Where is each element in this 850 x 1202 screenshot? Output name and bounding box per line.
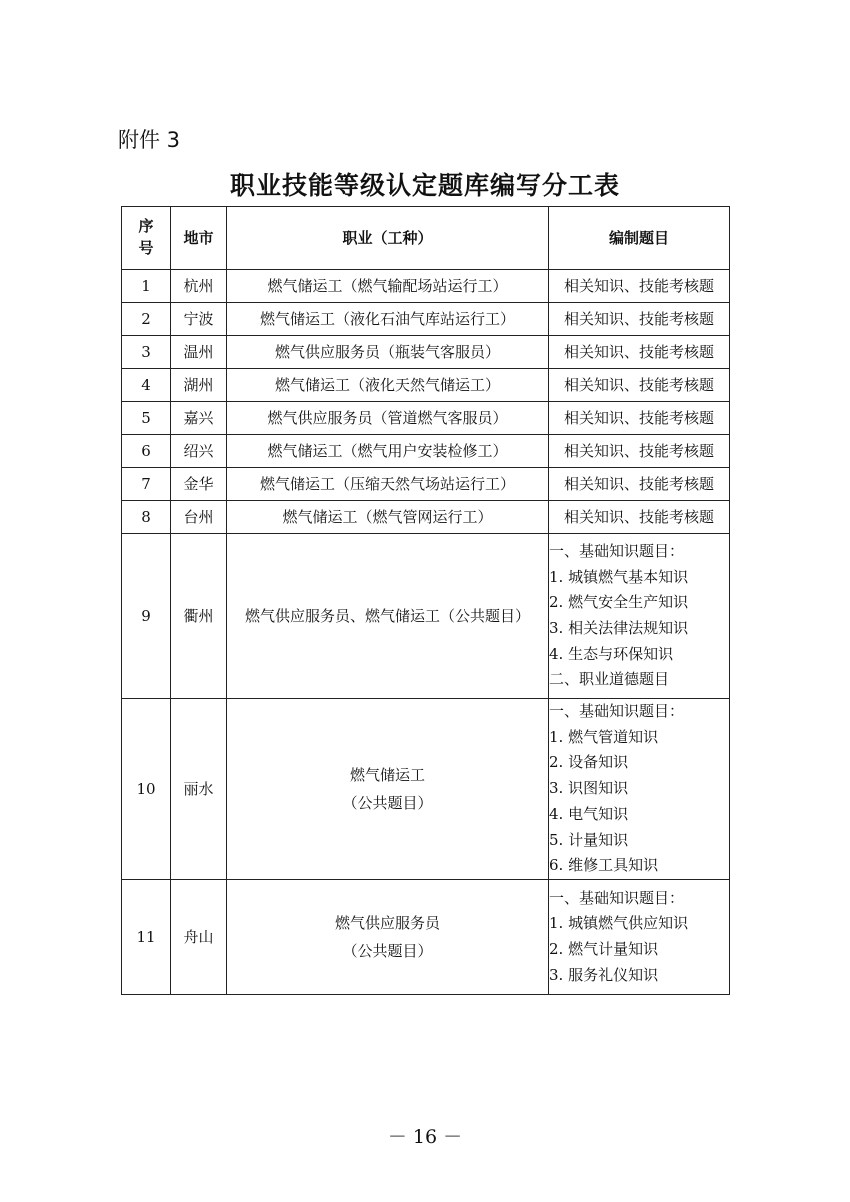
table-row — [122, 534, 730, 699]
topic-line: 一、基础知识题目： — [549, 702, 685, 721]
header-seq — [122, 207, 171, 270]
row-topic-list — [549, 699, 730, 880]
topic-line: 1. 城镇燃气供应知识 — [549, 914, 689, 933]
job-line: （公共题目） — [342, 794, 433, 812]
row-city: 杭州 — [171, 270, 227, 303]
attachment-label: 附件 3 — [118, 128, 181, 152]
topic-line: 2. 燃气安全生产知识 — [549, 593, 689, 612]
row-city: 衢州 — [171, 534, 227, 699]
topic-line: 2. 燃气计量知识 — [549, 940, 659, 958]
row-topic: 相关知识、技能考核题 — [549, 435, 730, 468]
row-topic: 相关知识、技能考核题 — [549, 369, 730, 402]
row-city: 丽水 — [171, 699, 227, 880]
row-job — [227, 699, 549, 880]
table-row — [122, 468, 730, 501]
table-row — [122, 435, 730, 468]
row-seq: 7 — [122, 468, 171, 501]
row-job — [227, 880, 549, 995]
row-job: 燃气供应服务员（管道燃气客服员） — [227, 402, 549, 435]
table-row — [122, 501, 730, 534]
header-job: 职业（工种） — [227, 207, 549, 270]
row-city: 金华 — [171, 468, 227, 501]
topic-line: 5. 计量知识 — [549, 830, 629, 849]
row-seq: 4 — [122, 369, 171, 402]
topic-line: 6. 维修工具知识 — [549, 856, 659, 875]
document-title: 职业技能等级认定题库编写分工表 — [229, 171, 620, 200]
topic-line: 3. 服务礼仪知识 — [549, 965, 659, 984]
row-job: 燃气储运工（液化天然气储运工） — [227, 369, 549, 402]
job-line: （公共题目） — [342, 942, 433, 960]
topic-line: 4. 生态与环保知识 — [549, 644, 674, 663]
topic-line: 一、基础知识题目： — [549, 888, 685, 907]
row-topic-list — [549, 534, 730, 699]
table-row — [122, 699, 730, 880]
row-seq: 11 — [122, 880, 171, 995]
row-city: 湖州 — [171, 369, 227, 402]
row-city: 温州 — [171, 336, 227, 369]
row-seq: 1 — [122, 270, 171, 303]
row-topic: 相关知识、技能考核题 — [549, 402, 730, 435]
job-line: 燃气供应服务员 — [334, 914, 440, 932]
table-row — [122, 270, 730, 303]
row-topic: 相关知识、技能考核题 — [549, 270, 730, 303]
row-seq: 9 — [122, 534, 171, 699]
row-job: 燃气供应服务员（瓶装气客服员） — [227, 336, 549, 369]
row-seq: 3 — [122, 336, 171, 369]
table-row — [122, 369, 730, 402]
topic-line: 二、职业道德题目 — [549, 670, 670, 689]
table-row — [122, 303, 730, 336]
job-line: 燃气储运工 — [349, 766, 425, 784]
table-row — [122, 336, 730, 369]
row-seq: 2 — [122, 303, 171, 336]
topic-line: 一、基础知识题目： — [549, 541, 685, 560]
row-topic: 相关知识、技能考核题 — [549, 468, 730, 501]
topic-line: 3. 相关法律法规知识 — [549, 619, 689, 637]
header-seq-char-1: 序 — [138, 217, 154, 236]
row-topic: 相关知识、技能考核题 — [549, 501, 730, 534]
row-job: 燃气储运工（液化石油气库站运行工） — [227, 303, 549, 336]
topic-line: 4. 电气知识 — [549, 804, 629, 823]
row-job — [227, 534, 549, 699]
row-job: 燃气储运工（燃气输配场站运行工） — [227, 270, 549, 303]
row-seq: 8 — [122, 501, 171, 534]
header-seq-char-2: 号 — [138, 239, 154, 257]
topic-line: 2. 设备知识 — [549, 753, 629, 772]
header-topic: 编制题目 — [549, 207, 730, 270]
table-header-row — [122, 207, 730, 270]
row-city: 嘉兴 — [171, 402, 227, 435]
assignment-table — [121, 206, 730, 995]
row-topic: 相关知识、技能考核题 — [549, 303, 730, 336]
topic-line: 1. 城镇燃气基本知识 — [549, 567, 689, 586]
row-city: 台州 — [171, 501, 227, 534]
row-seq: 5 — [122, 402, 171, 435]
job-line: 燃气供应服务员、燃气储运工（公共题目） — [244, 607, 530, 625]
row-city: 宁波 — [171, 303, 227, 336]
header-city: 地市 — [171, 207, 227, 270]
row-job: 燃气储运工（燃气用户安装检修工） — [227, 435, 549, 468]
row-job: 燃气储运工（燃气管网运行工） — [227, 501, 549, 534]
row-city: 舟山 — [171, 880, 227, 995]
row-seq: 6 — [122, 435, 171, 468]
row-job: 燃气储运工（压缩天然气场站运行工） — [227, 468, 549, 501]
table-row — [122, 402, 730, 435]
row-city: 绍兴 — [171, 435, 227, 468]
page-number: － 16 － — [387, 1126, 463, 1148]
row-topic-list — [549, 880, 730, 995]
row-seq: 10 — [122, 699, 171, 880]
topic-line: 3. 识图知识 — [549, 779, 629, 798]
row-topic: 相关知识、技能考核题 — [549, 336, 730, 369]
topic-line: 1. 燃气管道知识 — [549, 727, 659, 746]
table-row — [122, 880, 730, 995]
